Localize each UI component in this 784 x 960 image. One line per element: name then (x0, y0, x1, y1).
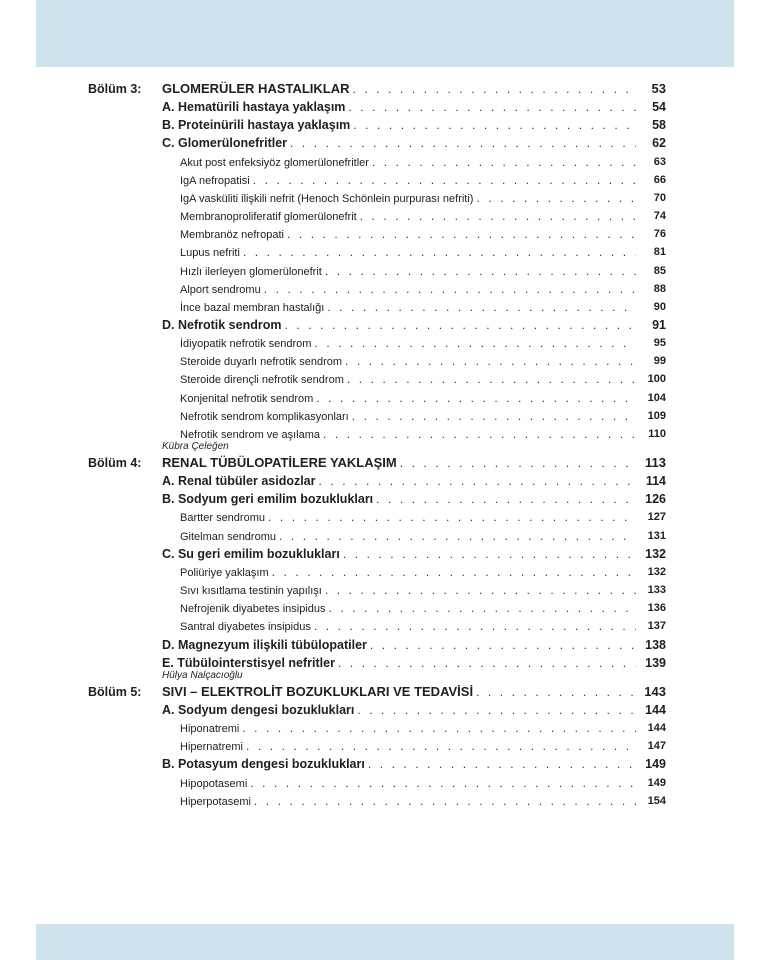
toc-entry-row (0, 545, 784, 563)
toc-entry (162, 116, 636, 134)
entry-title: Nefrojenik diyabetes insipidus (180, 603, 326, 616)
dot-leader (476, 683, 636, 701)
toc-entry-row (0, 280, 784, 298)
author-name: Kübra Çeleğen (162, 441, 229, 452)
toc-entry-row (0, 370, 784, 388)
entry-title: Hipopotasemi (180, 777, 248, 790)
chapter-title: GLOMERÜLER HASTALIKLAR (162, 81, 350, 96)
dot-leader (254, 792, 636, 810)
page-number: 104 (647, 391, 666, 404)
toc-entry (162, 454, 636, 472)
entry-title: Steroide dirençli nefrotik sendrom (180, 374, 344, 387)
toc-entry-row (0, 527, 784, 545)
entry-title: Nefrotik sendrom komplikasyonları (180, 410, 349, 423)
dot-leader (314, 617, 636, 635)
dot-leader (287, 225, 636, 243)
toc-entry-row (0, 189, 784, 207)
toc-entry-row (0, 755, 784, 773)
entry-title: Alport sendromu (180, 283, 261, 296)
toc-entry (180, 508, 636, 527)
toc-entry (180, 207, 636, 226)
toc-entry-row (0, 792, 784, 810)
toc-entry-row (0, 116, 784, 134)
dot-leader (279, 527, 636, 545)
page-number: 149 (645, 757, 666, 772)
chapter-label: Bölüm 3: (88, 82, 142, 96)
dot-leader (329, 599, 636, 617)
toc-entry (180, 719, 636, 738)
toc-entry (180, 774, 636, 793)
dot-leader (284, 316, 636, 334)
dot-leader (325, 581, 636, 599)
dot-leader (268, 508, 636, 526)
dot-leader (360, 207, 636, 225)
toc-entry-row (0, 654, 784, 672)
toc-entry (162, 490, 636, 508)
page-number: 91 (652, 317, 666, 332)
toc-entry (180, 334, 636, 353)
toc-entry (162, 316, 636, 334)
page-number: 53 (651, 81, 666, 96)
chapter-row (0, 80, 784, 98)
page-number: 127 (647, 511, 666, 524)
page-number: 138 (645, 637, 666, 652)
toc-entry (180, 370, 636, 389)
page-number: 85 (653, 264, 666, 277)
page-number: 54 (652, 100, 666, 115)
page-number: 70 (653, 191, 666, 204)
entry-title: D. Magnezyum ilişkili tübülopatiler (162, 637, 367, 652)
entry-title: E. Tübülointerstisyel nefritler (162, 655, 335, 670)
toc-entry-row (0, 737, 784, 755)
dot-leader (250, 774, 636, 792)
page-number: 132 (647, 565, 666, 578)
toc-entry-row (0, 98, 784, 116)
chapter-label: Bölüm 5: (88, 684, 142, 699)
toc-entry (162, 472, 636, 490)
toc-entry (180, 425, 636, 444)
dot-leader (272, 563, 636, 581)
dot-leader (243, 243, 636, 261)
toc-entry (180, 389, 636, 408)
page-number: 81 (653, 246, 666, 259)
dot-leader (343, 545, 636, 563)
toc-entry (180, 243, 636, 262)
dot-leader (242, 719, 636, 737)
page-number: 136 (647, 602, 666, 615)
dot-leader (372, 153, 636, 171)
entry-title: Poliüriye yaklaşım (180, 566, 269, 579)
entry-title: Sıvı kısıtlama testinin yapılışı (180, 585, 322, 598)
entry-title: IgA nefropatisi (180, 174, 250, 187)
entry-title: C. Glomerülonefritler (162, 136, 288, 151)
toc-entry (162, 134, 636, 152)
header-band (36, 0, 734, 67)
toc-entry (162, 701, 636, 719)
toc-entry-row (0, 352, 784, 370)
toc-entry-row (0, 316, 784, 334)
dot-leader (290, 134, 636, 152)
page-number: 147 (647, 740, 666, 753)
dot-leader (323, 425, 636, 443)
dot-leader (370, 636, 636, 654)
dot-leader (338, 654, 636, 672)
toc-entry (180, 352, 636, 371)
dot-leader (476, 189, 636, 207)
entry-title: Hiponatremi (180, 723, 240, 736)
page-number: 144 (645, 702, 666, 717)
entry-title: Steroide duyarlı nefrotik sendrom (180, 356, 343, 369)
dot-leader (368, 755, 636, 773)
toc-entry-row (0, 207, 784, 225)
toc-entry-row (0, 225, 784, 243)
dot-leader (347, 370, 636, 388)
footer-band (36, 924, 734, 960)
toc-entry (180, 527, 636, 546)
toc-entry (180, 407, 636, 426)
entry-title: C. Su geri emilim bozuklukları (162, 546, 340, 561)
entry-title: Bartter sendromu (180, 512, 265, 525)
entry-title: A. Renal tübüler asidozlar (162, 474, 316, 489)
toc-entry-row (0, 134, 784, 152)
page-number: 154 (647, 794, 666, 807)
toc-entry (162, 755, 636, 773)
toc-entry (180, 280, 636, 299)
page-number: 126 (645, 492, 666, 507)
toc-entry-row (0, 563, 784, 581)
dot-leader (319, 472, 636, 490)
toc-entry-row (0, 472, 784, 490)
entry-title: A. Sodyum dengesi bozuklukları (162, 702, 355, 717)
toc-entry-row (0, 407, 784, 425)
toc-entry (180, 599, 636, 618)
entry-title: Membranoproliferatif glomerülonefrit (180, 211, 357, 224)
toc-entry-row (0, 508, 784, 526)
entry-title: Konjenital nefrotik sendrom (180, 392, 314, 405)
chapter-title: SIVI – ELEKTROLİT BOZUKLUKLARI VE TEDAVİSİ (162, 683, 474, 699)
entry-title: Lupus nefriti (180, 247, 240, 260)
chapter-row (0, 683, 784, 701)
entry-title: İnce bazal membran hastalığı (180, 301, 325, 314)
page-number: 143 (644, 683, 666, 699)
author-name: Hülya Nalçacıoğlu (162, 669, 243, 681)
page-number: 74 (653, 210, 666, 223)
page-number: 63 (653, 155, 666, 168)
toc-entry (180, 153, 636, 172)
toc-entry-row (0, 719, 784, 737)
entry-title: Gitelman sendromu (180, 530, 276, 543)
chapter-title: RENAL TÜBÜLOPATİLERE YAKLAŞIM (162, 455, 397, 470)
toc-entry-row (0, 298, 784, 316)
page-number: 100 (647, 373, 666, 386)
toc-entry (180, 617, 636, 636)
entry-title: Hızlı ilerleyen glomerülonefrit (180, 265, 322, 278)
dot-leader (353, 116, 636, 134)
dot-leader (253, 171, 636, 189)
toc-entry (180, 171, 636, 190)
dot-leader (400, 454, 636, 472)
toc-entry (162, 683, 636, 701)
dot-leader (246, 737, 636, 755)
toc-entry (180, 189, 636, 208)
page-number: 133 (647, 584, 666, 597)
page-number: 144 (647, 722, 666, 735)
entry-title: B. Potasyum dengesi bozuklukları (162, 757, 365, 772)
entry-title: B. Sodyum geri emilim bozuklukları (162, 492, 374, 507)
page-number: 66 (653, 173, 666, 186)
toc-entry-row (0, 425, 784, 443)
page-number: 114 (645, 474, 666, 489)
toc-entry-row (0, 581, 784, 599)
toc-entry-row (0, 599, 784, 617)
page-number: 58 (652, 118, 666, 133)
toc-entry (180, 262, 636, 281)
chapter-row (0, 454, 784, 472)
entry-title: D. Nefrotik sendrom (162, 317, 282, 332)
page-number: 139 (645, 655, 666, 670)
dot-leader (353, 80, 636, 98)
toc-entry-row (0, 389, 784, 407)
toc-entry-row (0, 636, 784, 654)
toc-entry-row (0, 490, 784, 508)
toc-entry-row (0, 171, 784, 189)
dot-leader (352, 407, 636, 425)
dot-leader (357, 701, 636, 719)
entry-title: Hipernatremi (180, 741, 243, 754)
toc-entry-row (0, 617, 784, 635)
page-number: 149 (647, 776, 666, 789)
toc-entry (180, 581, 636, 600)
dot-leader (376, 490, 636, 508)
toc-entry (162, 545, 636, 563)
dot-leader (316, 389, 636, 407)
dot-leader (345, 352, 636, 370)
toc-entry-row (0, 774, 784, 792)
page-number: 88 (653, 282, 666, 295)
toc-entry (180, 737, 636, 756)
page-number: 109 (647, 409, 666, 422)
page-number: 113 (645, 455, 666, 470)
toc-entry (162, 80, 636, 98)
dot-leader (264, 280, 636, 298)
page-number: 99 (653, 355, 666, 368)
page-number: 76 (653, 228, 666, 241)
toc-entry-row (0, 334, 784, 352)
toc-entry-row (0, 243, 784, 261)
dot-leader (327, 298, 636, 316)
entry-title: B. Proteinürili hastaya yaklaşım (162, 118, 351, 133)
chapter-label: Bölüm 4: (88, 456, 142, 470)
entry-title: Membranöz nefropati (180, 229, 284, 242)
entry-title: A. Hematürili hastaya yaklaşım (162, 100, 346, 115)
entry-title: IgA vasküliti ilişkili nefrit (Henoch Schönlein purpurası nefriti) (180, 192, 474, 205)
dot-leader (348, 98, 636, 116)
page-number: 110 (648, 427, 666, 440)
page-number: 132 (645, 546, 666, 561)
toc-entry-row (0, 153, 784, 171)
page-number: 95 (653, 337, 666, 350)
entry-title: Akut post enfeksiyöz glomerülonefritler (180, 156, 369, 169)
entry-title: Hiperpotasemi (180, 795, 251, 808)
dot-leader (314, 334, 636, 352)
entry-title: İdiyopatik nefrotik sendrom (180, 338, 312, 351)
toc-entry (180, 792, 636, 811)
toc-entry (162, 98, 636, 116)
page-number: 62 (652, 136, 666, 151)
toc-entry (180, 225, 636, 244)
page-number: 131 (647, 529, 666, 542)
toc-entry (162, 636, 636, 654)
page-number: 137 (647, 620, 666, 633)
toc-entry-row (0, 701, 784, 719)
toc-entry (180, 298, 636, 317)
toc-entry (180, 563, 636, 582)
dot-leader (325, 262, 636, 280)
entry-title: Santral diyabetes insipidus (180, 621, 311, 634)
entry-title: Nefrotik sendrom ve aşılama (180, 428, 320, 441)
page-number: 90 (653, 300, 666, 313)
toc-entry-row (0, 262, 784, 280)
